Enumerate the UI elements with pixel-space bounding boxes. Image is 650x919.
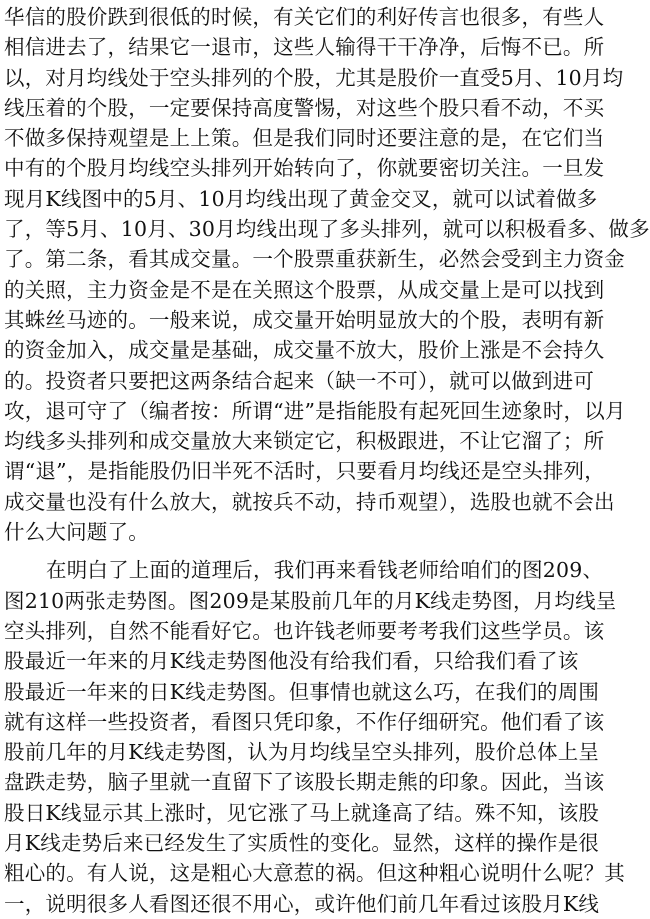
text-line: 盘跌走势，脑子里就一直留下了该股长期走熊的印象。因此，当该	[4, 770, 605, 795]
text-line: 股前几年的月K线走势图，认为月均线呈空头排列，股价总体上呈	[4, 740, 600, 765]
text-line: 中有的个股月均线空头排列开始转向了，你就要密切关注。一旦发	[4, 156, 605, 181]
text-line: 相信进去了，结果它一退市，这些人输得干干净净，后悔不已。所	[4, 35, 605, 60]
text-line: 线压着的个股，一定要保持高度警惕，对这些个股只看不动，不买	[4, 95, 605, 120]
text-line: 成交量也没有什么放大，就按兵不动，持币观望），选股也就不会出	[4, 489, 615, 514]
text-line: 月K线走势后来已经发生了实质性的变化。显然，这样的操作是很	[4, 831, 600, 856]
text-line: 粗心的。有人说，这是粗心大意惹的祸。但这种粗心说明什么呢？其	[4, 861, 625, 886]
text-line: 空头排列，自然不能看好它。也许钱老师要考考我们这些学员。该	[4, 618, 605, 643]
text-line: 在明白了上面的道理后，我们再来看钱老师给咱们的图209、	[46, 558, 604, 583]
text-line: 其蛛丝马迹的。一般来说，成交量开始明显放大的个股，表明有新	[4, 307, 605, 332]
text-line: 攻，退可守了（编者按：所谓“进”是指能股有起死回生迹象时，以月	[4, 398, 626, 423]
paragraph-gap	[4, 547, 579, 555]
text-line: 谓“退”，是指能股仍旧半死不活时，只要看月均线还是空头排列，	[4, 459, 605, 484]
text-line: 均线多头排列和成交量放大来锁定它，积极跟进，不让它溜了；所	[4, 429, 605, 454]
text-line: 不做多保持观望是上上策。但是我们同时还要注意的是，在它们当	[4, 126, 605, 151]
text-line: 的关照，主力资金是不是在关照这个股票，从成交量上是可以找到	[4, 277, 605, 302]
text-line: 的。投资者只要把这两条结合起来（缺一不可），就可以做到进可	[4, 368, 595, 393]
text-line: 华信的股价跌到很低的时候，有关它们的利好传言也很多，有些人	[4, 5, 605, 29]
text-line: 什么大问题了。	[4, 520, 149, 545]
text-line: 现月K线图中的5月、10月均线出现了黄金交叉，就可以试着做多	[4, 186, 598, 211]
paragraph-2	[4, 555, 625, 919]
paragraph-1	[4, 2, 650, 547]
text-line: 一，说明很多人看图还很不用心，或许他们前几年看过该股月K线	[4, 891, 600, 916]
text-line: 了。第二条，看其成交量。一个股票重获新生，必然会受到主力资金	[4, 247, 625, 272]
text-line: 的资金加入，成交量是基础，成交量不放大，股价上涨是不会持久	[4, 338, 605, 363]
text-line: 股最近一年来的月K线走势图他没有给我们看，只给我们看了该	[4, 649, 579, 674]
text-line: 以，对月均线处于空头排列的个股，尤其是股价一直受5月、10月均	[4, 65, 624, 90]
text-line: 股最近一年来的日K线走势图。但事情也就这么巧，在我们的周围	[4, 679, 600, 704]
text-line: 就有这样一些投资者，看图只凭印象，不作仔细研究。他们看了该	[4, 709, 605, 734]
document-page	[4, 2, 650, 916]
text-line: 了，等5月、10月、30月均线出现了多头排列，就可以积极看多、做多	[4, 217, 650, 242]
text-line: 股日K线显示其上涨时，见它涨了马上就逢高了结。殊不知，该股	[4, 800, 600, 825]
text-line: 图210两张走势图。图209是某股前几年的月K线走势图，月均线呈	[4, 588, 617, 613]
